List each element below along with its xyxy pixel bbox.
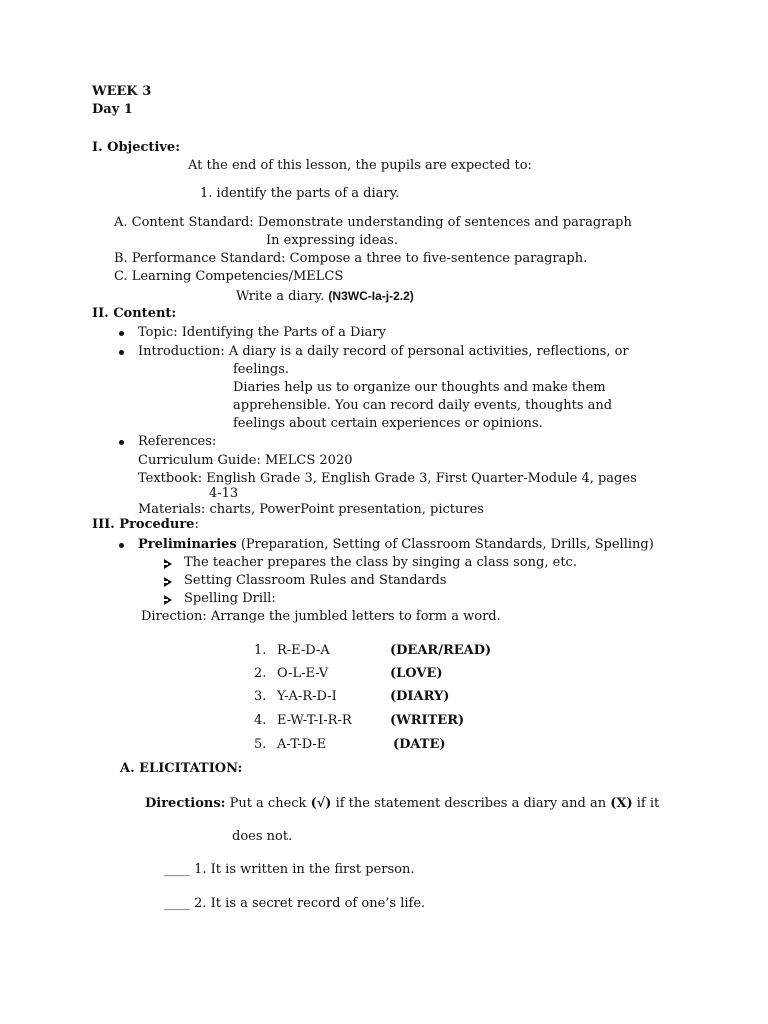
materials: Materials: charts, PowerPoint presentation, pictures: [138, 502, 484, 517]
drill-number: 2.: [254, 666, 267, 681]
competency-code: (N3WC-Ia-j-2.2): [328, 289, 414, 303]
drill-number: 5.: [254, 737, 267, 752]
drill-letters: A-T-D-E: [277, 737, 327, 752]
objective-intro: At the end of this lesson, the pupils are expected to:: [188, 158, 532, 173]
directions-text-2: if the statement describes a diary and an: [331, 796, 611, 811]
competency-text: Write a diary.: [236, 289, 325, 304]
procedure-heading: [92, 517, 199, 533]
drill-number: 4.: [254, 713, 267, 728]
references-label: References:: [138, 434, 217, 449]
bullet-icon: [119, 440, 124, 445]
drill-letters: Y-A-R-D-I: [277, 689, 337, 704]
textbook-pages: 4-13: [209, 486, 239, 501]
elicitation-item-text: 2. It is a secret record of one’s life.: [190, 896, 426, 911]
content-introduction-line-2: feelings.: [233, 362, 290, 377]
textbook: Textbook: English Grade 3, English Grade 3, First Quarter-Module 4, pages: [138, 471, 637, 486]
preliminary-step-2: Setting Classroom Rules and Standards: [184, 573, 447, 588]
elicitation-item-text: 1. It is written in the first person.: [190, 862, 415, 877]
preliminaries: [138, 537, 654, 553]
x-mark-symbol: (X): [610, 796, 633, 811]
check-mark-symbol: (√): [310, 796, 332, 811]
drill-letters: R-E-D-A: [277, 643, 330, 658]
elicitation-directions-cont: does not.: [232, 829, 293, 844]
bullet-icon: [119, 543, 124, 548]
curriculum-guide: Curriculum Guide: MELCS 2020: [138, 453, 353, 468]
content-introduction-line-3: Diaries help us to organize our thoughts and make them: [233, 380, 606, 395]
content-topic: Topic: Identifying the Parts of a Diary: [138, 325, 386, 340]
drill-number: 1.: [254, 643, 267, 658]
competency-line: [236, 288, 414, 305]
day-label: Day 1: [92, 102, 133, 117]
drill-answer: (DIARY): [390, 689, 450, 704]
arrow-bullet-icon: [164, 577, 172, 587]
learning-competencies: C. Learning Competencies/MELCS: [114, 269, 344, 284]
elicitation-directions: [145, 796, 659, 812]
content-introduction-line-4: apprehensible. You can record daily events, thoughts and: [233, 398, 613, 413]
answer-blank: ____: [164, 896, 190, 911]
elicitation-item: [164, 862, 415, 878]
answer-blank: ____: [164, 862, 190, 877]
content-introduction: Introduction: A diary is a daily record of personal activities, reflections, or: [138, 344, 629, 359]
drill-letters: O-L-E-V: [277, 666, 329, 681]
drill-number: 3.: [254, 689, 267, 704]
preliminary-step-3: Spelling Drill:: [184, 591, 276, 606]
arrow-bullet-icon: [164, 559, 172, 569]
drill-answer: (DATE): [393, 737, 446, 752]
content-heading: II. Content:: [92, 306, 177, 321]
bullet-icon: [119, 331, 124, 336]
drill-direction: Direction: Arrange the jumbled letters to form a word.: [141, 609, 501, 624]
objective-item-1: 1. identify the parts of a diary.: [200, 186, 400, 201]
week-label: WEEK 3: [92, 84, 152, 99]
content-standard-cont: In expressing ideas.: [266, 233, 398, 248]
performance-standard: B. Performance Standard: Compose a three to five-sentence paragraph.: [114, 251, 588, 266]
drill-answer: (DEAR/READ): [390, 643, 492, 658]
preliminary-step-1: The teacher prepares the class by singing a class song, etc.: [184, 555, 577, 570]
elicitation-heading: A. ELICITATION:: [120, 761, 243, 776]
content-standard: A. Content Standard: Demonstrate understanding of sentences and paragraph: [114, 215, 632, 230]
procedure-heading-text: III. Procedure: [92, 517, 195, 532]
elicitation-item: [164, 896, 425, 912]
procedure-heading-colon: :: [194, 517, 199, 532]
content-introduction-line-5: feelings about certain experiences or opinions.: [233, 416, 543, 431]
preliminaries-label: Preliminaries: [138, 537, 237, 552]
drill-answer: (WRITER): [390, 713, 465, 728]
bullet-icon: [119, 350, 124, 355]
preliminaries-desc: (Preparation, Setting of Classroom Standards, Drills, Spelling): [236, 537, 654, 552]
arrow-bullet-icon: [164, 595, 172, 605]
directions-label: Directions:: [145, 796, 226, 811]
objective-heading: I. Objective:: [92, 140, 181, 155]
drill-answer: (LOVE): [390, 666, 443, 681]
directions-text-3: if it: [632, 796, 660, 811]
directions-text-1: Put a check: [225, 796, 311, 811]
drill-letters: E-W-T-I-R-R: [277, 713, 352, 728]
